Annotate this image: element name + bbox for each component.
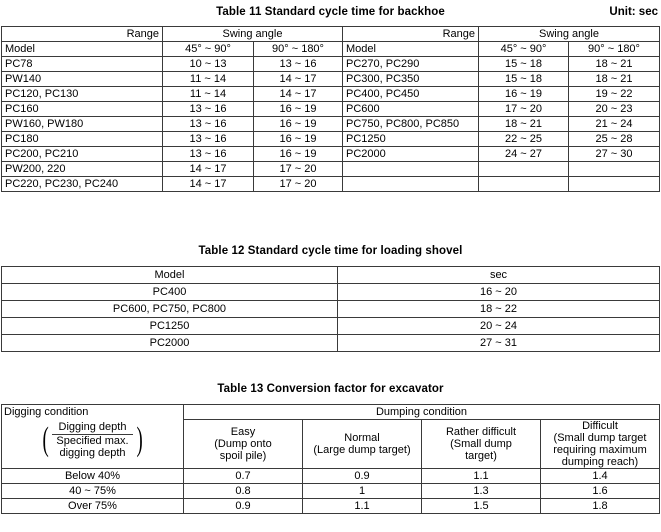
table11-left-model: PW160, PW180 bbox=[2, 117, 163, 132]
table11-right-angle-col-1: 45° ~ 90° bbox=[479, 42, 569, 57]
table11-header-row-1 bbox=[2, 27, 660, 42]
right-paren-icon: ) bbox=[136, 420, 143, 458]
digging-condition-wrap bbox=[2, 406, 183, 468]
table13-difficult: 1.4 bbox=[541, 469, 660, 484]
table11-right-model: PC400, PC450 bbox=[343, 87, 479, 102]
table13-easy: 0.8 bbox=[184, 484, 303, 499]
table-row bbox=[2, 147, 660, 162]
table-row bbox=[2, 117, 660, 132]
table-row bbox=[2, 102, 660, 117]
table12-model: PC600, PC750, PC800 bbox=[2, 301, 338, 318]
table12-sec: 16 ~ 20 bbox=[338, 284, 660, 301]
col-header-line1: Rather difficult bbox=[445, 426, 517, 438]
table11-left-a90: 13 ~ 16 bbox=[254, 57, 343, 72]
table12-header-row bbox=[2, 267, 660, 284]
table11-right-a90: 19 ~ 22 bbox=[569, 87, 660, 102]
table12-title-row bbox=[0, 243, 661, 260]
table12-title: Table 12 Standard cycle time for loading shovel bbox=[198, 245, 463, 257]
table11-right-a45-blank bbox=[479, 177, 569, 192]
table11-left-a90: 17 ~ 20 bbox=[254, 162, 343, 177]
table13-dumping-condition-label: Dumping condition bbox=[184, 405, 660, 420]
table11-left-model: PC220, PC230, PC240 bbox=[2, 177, 163, 192]
table13-difficult: 1.6 bbox=[541, 484, 660, 499]
table12-sec: 18 ~ 22 bbox=[338, 301, 660, 318]
table11-left-model: PC120, PC130 bbox=[2, 87, 163, 102]
left-paren-icon: ( bbox=[42, 420, 49, 458]
table13-rather-difficult: 1.3 bbox=[422, 484, 541, 499]
table11-right-a45: 24 ~ 27 bbox=[479, 147, 569, 162]
table11-right-a90: 18 ~ 21 bbox=[569, 72, 660, 87]
table11-title-row bbox=[0, 4, 661, 21]
table11-right-model-blank bbox=[343, 177, 479, 192]
table11-right-a90: 21 ~ 24 bbox=[569, 117, 660, 132]
table13-col-header-rather-difficult bbox=[422, 420, 541, 469]
table11-right-model: PC750, PC800, PC850 bbox=[343, 117, 479, 132]
fraction-denominator-line1: Specified max. bbox=[56, 434, 129, 447]
table13-normal: 1 bbox=[303, 484, 422, 499]
fraction-denominator-line2: digging depth bbox=[59, 446, 126, 459]
col-header-line3: spoil pile) bbox=[219, 450, 267, 462]
table11-right-a90: 20 ~ 23 bbox=[569, 102, 660, 117]
table-row bbox=[2, 484, 660, 499]
table12-model: PC2000 bbox=[2, 335, 338, 352]
table11-left-a90: 16 ~ 19 bbox=[254, 102, 343, 117]
table11-right-model: PC2000 bbox=[343, 147, 479, 162]
table-row bbox=[2, 499, 660, 514]
table11-left-model: PC78 bbox=[2, 57, 163, 72]
table11-right-a45: 16 ~ 19 bbox=[479, 87, 569, 102]
table11-left-swing-angle-label: Swing angle bbox=[163, 27, 343, 42]
col-header-line2: (Dump onto bbox=[214, 438, 272, 450]
table13-col-header-easy bbox=[184, 420, 303, 469]
table11-left-a45: 13 ~ 16 bbox=[163, 132, 254, 147]
table11-left-a45: 11 ~ 14 bbox=[163, 72, 254, 87]
table11-left-model: PC200, PC210 bbox=[2, 147, 163, 162]
col-header-line1: Difficult bbox=[582, 420, 618, 432]
table13-col-header-difficult bbox=[541, 420, 660, 469]
table11-right-a90: 25 ~ 28 bbox=[569, 132, 660, 147]
table-row bbox=[2, 335, 660, 352]
table11-left-a45: 13 ~ 16 bbox=[163, 102, 254, 117]
table-row bbox=[2, 87, 660, 102]
table13-condition: 40 ~ 75% bbox=[2, 484, 184, 499]
table11-left-model-label: Model bbox=[2, 42, 163, 57]
table-row bbox=[2, 177, 660, 192]
table11-left-a45: 10 ~ 13 bbox=[163, 57, 254, 72]
table11-left-a90: 16 ~ 19 bbox=[254, 147, 343, 162]
table11-left-a90: 14 ~ 17 bbox=[254, 72, 343, 87]
table13-easy: 0.9 bbox=[184, 499, 303, 514]
table13-col-header-normal bbox=[303, 420, 422, 469]
table13-header-row-1 bbox=[2, 405, 660, 420]
table11-right-model: PC1250 bbox=[343, 132, 479, 147]
table11-right-a45: 15 ~ 18 bbox=[479, 72, 569, 87]
fraction-numerator: Digging depth bbox=[52, 421, 132, 435]
col-header-line1: Normal bbox=[344, 432, 380, 444]
table11-right-model: PC600 bbox=[343, 102, 479, 117]
table11-right-range-label: Range bbox=[343, 27, 479, 42]
table12 bbox=[1, 266, 660, 352]
table11-left-a45: 14 ~ 17 bbox=[163, 162, 254, 177]
table11-right-model-blank bbox=[343, 162, 479, 177]
table11-left-angle-col-2: 90° ~ 180° bbox=[254, 42, 343, 57]
table11-left-model: PW140 bbox=[2, 72, 163, 87]
table11-right-a45: 18 ~ 21 bbox=[479, 117, 569, 132]
table12-header-sec: sec bbox=[338, 267, 660, 284]
table11-right-a90: 18 ~ 21 bbox=[569, 57, 660, 72]
table-row bbox=[2, 284, 660, 301]
table11-left-a45: 11 ~ 14 bbox=[163, 87, 254, 102]
digging-depth-fraction bbox=[2, 419, 183, 461]
table11-left-a90: 14 ~ 17 bbox=[254, 87, 343, 102]
col-header-line2: (Small dump bbox=[450, 438, 512, 450]
table11-left-model: PC160 bbox=[2, 102, 163, 117]
table11-unit-label: Unit: sec bbox=[609, 6, 658, 18]
table11-right-model: PC300, PC350 bbox=[343, 72, 479, 87]
table11-right-model: PC270, PC290 bbox=[343, 57, 479, 72]
table11-title: Table 11 Standard cycle time for backhoe bbox=[216, 6, 445, 18]
table13-condition: Below 40% bbox=[2, 469, 184, 484]
col-header-line2: (Large dump target) bbox=[313, 444, 411, 456]
table12-header-model: Model bbox=[2, 267, 338, 284]
table11-right-a45: 15 ~ 18 bbox=[479, 57, 569, 72]
table11-right-model-label: Model bbox=[343, 42, 479, 57]
table13-difficult: 1.8 bbox=[541, 499, 660, 514]
digging-condition-label: Digging condition bbox=[4, 405, 89, 418]
table-row bbox=[2, 469, 660, 484]
col-header-line1: Easy bbox=[230, 426, 256, 438]
table-row bbox=[2, 301, 660, 318]
col-header-line3: requiring maximum bbox=[553, 444, 647, 456]
table11-left-a45: 13 ~ 16 bbox=[163, 117, 254, 132]
table13-normal: 1.1 bbox=[303, 499, 422, 514]
table11-right-a45: 17 ~ 20 bbox=[479, 102, 569, 117]
table11-right-a45: 22 ~ 25 bbox=[479, 132, 569, 147]
table12-sec: 20 ~ 24 bbox=[338, 318, 660, 335]
table-row bbox=[2, 318, 660, 335]
col-header-line3: target) bbox=[465, 450, 497, 462]
table11-right-angle-col-2: 90° ~ 180° bbox=[569, 42, 660, 57]
fraction bbox=[52, 421, 132, 459]
table12-model: PC400 bbox=[2, 284, 338, 301]
table11-left-range-label: Range bbox=[2, 27, 163, 42]
table11-left-model: PC180 bbox=[2, 132, 163, 147]
table11-right-swing-angle-label: Swing angle bbox=[479, 27, 660, 42]
table11-left-model: PW200, 220 bbox=[2, 162, 163, 177]
table13-condition: Over 75% bbox=[2, 499, 184, 514]
table13 bbox=[1, 404, 660, 514]
table11-right-a45-blank bbox=[479, 162, 569, 177]
table11-right-a90: 27 ~ 30 bbox=[569, 147, 660, 162]
table11-left-angle-col-1: 45° ~ 90° bbox=[163, 42, 254, 57]
col-header-line2: (Small dump target bbox=[553, 432, 647, 444]
table-row bbox=[2, 57, 660, 72]
table11-right-a90-blank bbox=[569, 162, 660, 177]
table-row bbox=[2, 72, 660, 87]
table-row bbox=[2, 132, 660, 147]
table13-normal: 0.9 bbox=[303, 469, 422, 484]
table11 bbox=[1, 26, 660, 192]
col-header-line4: dumping reach) bbox=[561, 456, 639, 468]
table-row bbox=[2, 162, 660, 177]
table13-rather-difficult: 1.1 bbox=[422, 469, 541, 484]
table11-left-a90: 16 ~ 19 bbox=[254, 117, 343, 132]
table11-left-a90: 16 ~ 19 bbox=[254, 132, 343, 147]
table11-left-a90: 17 ~ 20 bbox=[254, 177, 343, 192]
table13-title: Table 13 Conversion factor for excavator bbox=[217, 383, 444, 395]
table13-easy: 0.7 bbox=[184, 469, 303, 484]
table11-left-a45: 14 ~ 17 bbox=[163, 177, 254, 192]
table13-title-row bbox=[0, 381, 661, 398]
table12-model: PC1250 bbox=[2, 318, 338, 335]
table11-left-a45: 13 ~ 16 bbox=[163, 147, 254, 162]
table13-digging-condition-cell bbox=[2, 405, 184, 469]
table13-rather-difficult: 1.5 bbox=[422, 499, 541, 514]
table11-right-a90-blank bbox=[569, 177, 660, 192]
table12-sec: 27 ~ 31 bbox=[338, 335, 660, 352]
table11-header-row-2 bbox=[2, 42, 660, 57]
